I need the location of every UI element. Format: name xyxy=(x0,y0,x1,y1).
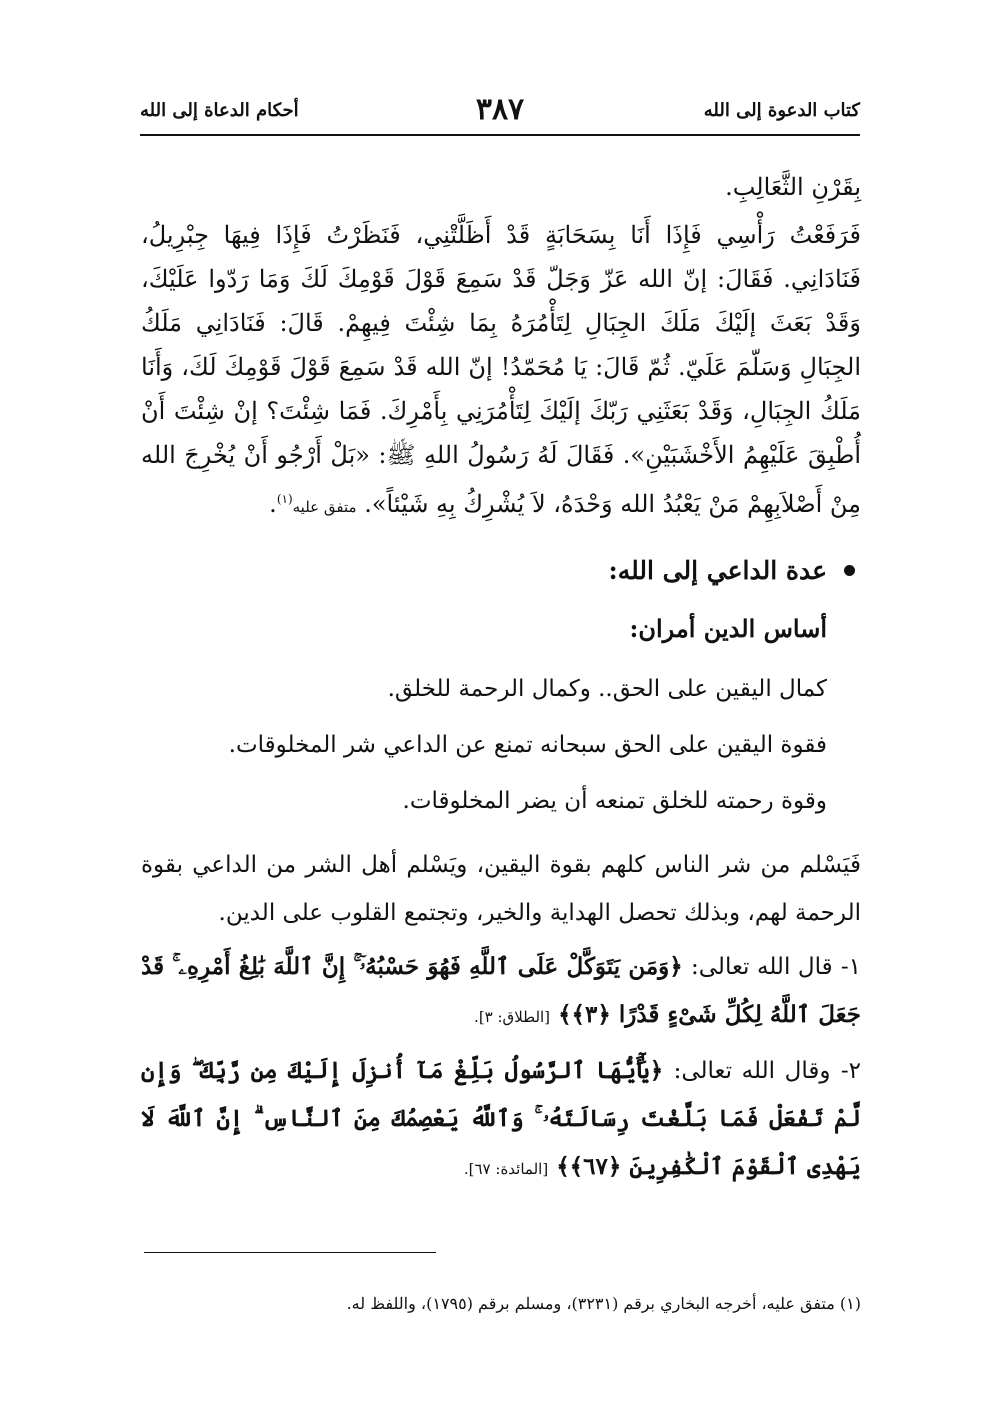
hadith-text: فَرَفَعْتُ رَأْسِي فَإِذَا أَنَا بِسَحَابَةٍ قَدْ أَظَلَّتْنِي، فَنَظَرْتُ فَإِذَا فِيهَا جِبْرِيلُ، فَنَادَانِي. فَقَالَ: إنّ الله عَزّ وَجَلّ قَدْ سَمِعَ قَوْلَ قَوْمِكَ لَكَ وَمَا رَدّوا عَلَيْكَ، وَقَدْ بَعَثَ إلَيْكَ مَلَكَ الجِبَالِ لِتَأْمُرَهُ بِمَا شِئْتَ فِيهِمْ. قَالَ: فَنَادَانِي مَلَكُ الجِبَالِ وَسَلّمَ عَلَيّ. ثُمّ قَالَ: يَا مُحَمّدُ! إنّ الله قَدْ سَمِعَ قَوْلَ قَوْمِكَ لَكَ، وَأَنَا مَلَكُ الجِبَالِ، وَقَدْ بَعَثَنِي رَبّكَ إلَيْكَ لِتَأْمُرَنِي بِأَمْرِكَ. فَمَا شِئْتَ؟ إنْ شِئْتَ أَنْ أُطْبِقَ عَلَيْهِمُ الأَخْشَبَيْنِ». فَقَالَ لَهُ رَسُولُ اللهِ ﷺ: «بَلْ أَرْجُو أَنْ يُخْرِجَ الله مِنْ أَصْلاَبِهِمْ مَنْ يَعْبُدُ الله وَحْدَهُ، لاَ يُشْرِكُ بِهِ شَيْئاً». xyxy=(141,221,861,518)
line-strength-certainty: فقوة اليقين على الحق سبحانه تمنع عن الداعي شر المخلوقات. xyxy=(228,732,827,758)
footnote-reference: (١) xyxy=(276,492,293,506)
footnote-divider xyxy=(144,1252,436,1253)
quran-verse: ﴿يَٰٓأَيُّهَا ٱلرَّسُولُ بَلِّغْ مَآ أُنزِلَ إِلَيْكَ مِن رَّبِّكَ ۖ وَإِن لَّمْ تَفْعَلْ فَمَا بَلَّغْتَ رِسَالَتَهُۥ ۚ وَٱللَّهُ يَعْصِمُكَ مِنَ ٱلنَّاسِ ۗ إِنَّ ٱللَّهَ لَا يَهْدِى ٱلْقَوْمَ ٱلْكَٰفِرِينَ ﴿٦٧﴾﴾ xyxy=(141,1057,861,1180)
quran-verse: ﴿وَمَن يَتَوَكَّلْ عَلَى ٱللَّهِ فَهُوَ حَسْبُهُۥٓ ۚ إِنَّ ٱللَّهَ بَٰلِغُ أَمْرِهِۦ ۚ قَدْ جَعَلَ ٱللَّهُ لِكُلِّ شَىْءٍ قَدْرًا ﴿٣﴾﴾ xyxy=(141,953,861,1028)
hadith-opening-line: بِقَرْنِ الثَّعَالِبِ. xyxy=(725,173,861,201)
verse-reference: [الطلاق: ٣]. xyxy=(474,1008,551,1026)
verse-intro: وقال الله تعالى: xyxy=(673,1058,831,1084)
hadith-source: متفق عليه xyxy=(292,498,357,516)
page-header xyxy=(140,92,860,136)
verse-reference: [المائدة: ٦٧]. xyxy=(463,1160,549,1178)
bullet-icon xyxy=(844,565,855,576)
sub-heading: أساس الدين أمران: xyxy=(629,614,827,643)
header-divider xyxy=(140,134,860,136)
hadith-paragraph: فَرَفَعْتُ رَأْسِي فَإِذَا أَنَا بِسَحَابَةٍ قَدْ أَظَلَّتْنِي، فَنَظَرْتُ فَإِذَا فِيهَا جِبْرِيلُ، فَنَادَانِي. فَقَالَ: إنّ الله عَزّ وَجَلّ قَدْ سَمِعَ قَوْلَ قَوْمِكَ لَكَ وَمَا رَدّوا عَلَيْكَ، وَقَدْ بَعَثَ إلَيْكَ مَلَكَ الجِبَالِ لِتَأْمُرَهُ بِمَا شِئْتَ فِيهِمْ. قَالَ: فَنَادَانِي مَلَكُ الجِبَالِ وَسَلّمَ عَلَيّ. ثُمّ قَالَ: يَا مُحَمّدُ! إنّ الله قَدْ سَمِعَ قَوْلَ قَوْمِكَ لَكَ، وَأَنَا مَلَكُ الجِبَالِ، وَقَدْ بَعَثَنِي رَبّكَ إلَيْكَ لِتَأْمُرَنِي بِأَمْرِكَ. فَمَا شِئْتَ؟ إنْ شِئْتَ أَنْ أُطْبِقَ عَلَيْهِمُ الأَخْشَبَيْنِ». فَقَالَ لَهُ رَسُولُ اللهِ ﷺ: «بَلْ أَرْجُو أَنْ يُخْرِجَ الله مِنْ أَصْلاَبِهِمْ مَنْ يَعْبُدُ الله وَحْدَهُ، لاَ يُشْرِكُ بِهِ شَيْئاً». متفق عليه$^{(١)}$. xyxy=(141,221,861,518)
line-certainty-mercy: كمال اليقين على الحق.. وكمال الرحمة للخلق. xyxy=(387,676,827,702)
page-number: ٣٨٧ xyxy=(475,92,525,127)
header-book-title: كتاب الدعوة إلى الله xyxy=(703,100,860,121)
verse-item-1 xyxy=(141,943,861,1041)
line-strength-mercy: وقوة رحمته للخلق تمنعه أن يضر المخلوقات. xyxy=(402,788,827,814)
section-heading xyxy=(141,549,861,593)
section-heading-text: عدة الداعي إلى الله: xyxy=(608,556,827,585)
verse-item-2 xyxy=(141,1047,861,1193)
section-preacher-equipment xyxy=(141,549,861,1193)
header-chapter-title: أحكام الدعاة إلى الله xyxy=(140,100,299,121)
verse-intro: قال الله تعالى: xyxy=(691,954,833,980)
page-body xyxy=(141,165,861,1193)
footnote: (١) متفق عليه، أخرجه البخاري برقم (٣٢٣١)، ومسلم برقم (١٧٩٥)، واللفظ له. xyxy=(346,1294,861,1313)
verse-number: ١- xyxy=(840,954,861,980)
verse-number: ٢- xyxy=(840,1058,861,1084)
summary-paragraph: فَيَسْلم من شر الناس كلهم بقوة اليقين، ويَسْلم أهل الشر من الداعي بقوة الرحمة لهم، وبذلك تحصل الهداية والخير، وتجتمع القلوب على الدين. xyxy=(141,852,861,926)
